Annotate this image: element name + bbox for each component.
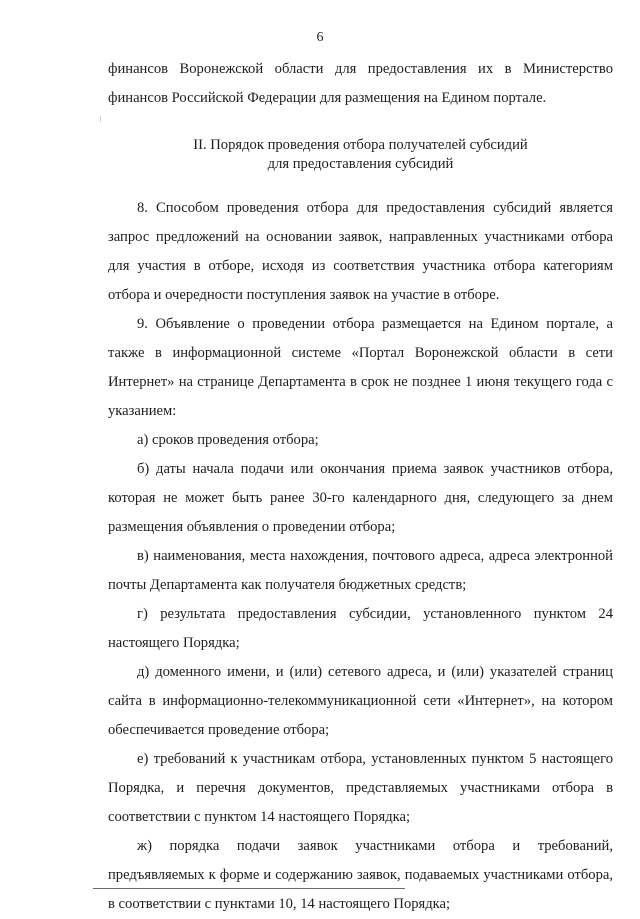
document-body	[108, 55, 613, 919]
paragraph-8: 8. Способом проведения отбора для предоставления субсидий является запрос предложений на основании заявок, направленных участниками отбора для участия в отборе, исходя из соответствия участника отбора категориям отбора и очередности поступления заявок на участие в отборе.	[108, 200, 613, 303]
list-item-v: в) наименования, места нахождения, почтового адреса, адреса электронной почты Департамента как получателя бюджетных средств;	[108, 548, 613, 593]
section-heading	[108, 136, 613, 174]
list-item-zh: ж) порядка подачи заявок участниками отбора и требований, предъявляемых к форме и содержанию заявок, подаваемых участниками отбора, в соответствии с пунктами 10, 14 настоящего Порядка;	[108, 838, 613, 912]
list-item-d: д) доменного имени, и (или) сетевого адреса, и (или) указателей страниц сайта в информационно-телекоммуникационной сети «Интернет», на котором обеспечивается проведение отбора;	[108, 664, 613, 738]
paragraph-9: 9. Объявление о проведении отбора размещается на Едином портале, а также в информационной системе «Портал Воронежской области в сети Интернет» на странице Департамента в срок не позднее 1 июня текущего года с указанием:	[108, 316, 613, 419]
margin-mark	[100, 116, 101, 122]
section-heading-line-1: II. Порядок проведения отбора получателей субсидий	[193, 137, 528, 153]
footer-rule	[93, 888, 405, 889]
list-item-b: б) даты начала подачи или окончания приема заявок участников отбора, которая не может быть ранее 30-го календарного дня, следующего за днем размещения объявления о проведении отбора;	[108, 461, 613, 535]
continuation-paragraph: финансов Воронежской области для предоставления их в Министерство финансов Российской Федерации для размещения на Едином портале.	[108, 61, 613, 106]
section-heading-line-2: для предоставления субсидий	[267, 156, 454, 172]
page-number: 6	[316, 30, 324, 45]
list-item-a: а) сроков проведения отбора;	[137, 432, 319, 448]
list-item-g: г) результата предоставления субсидии, установленного пунктом 24 настоящего Порядка;	[108, 606, 613, 651]
list-item-e: е) требований к участникам отбора, установленных пунктом 5 настоящего Порядка, и перечня документов, представляемых участниками отбора в соответствии с пунктом 14 настоящего Порядка;	[108, 751, 613, 825]
